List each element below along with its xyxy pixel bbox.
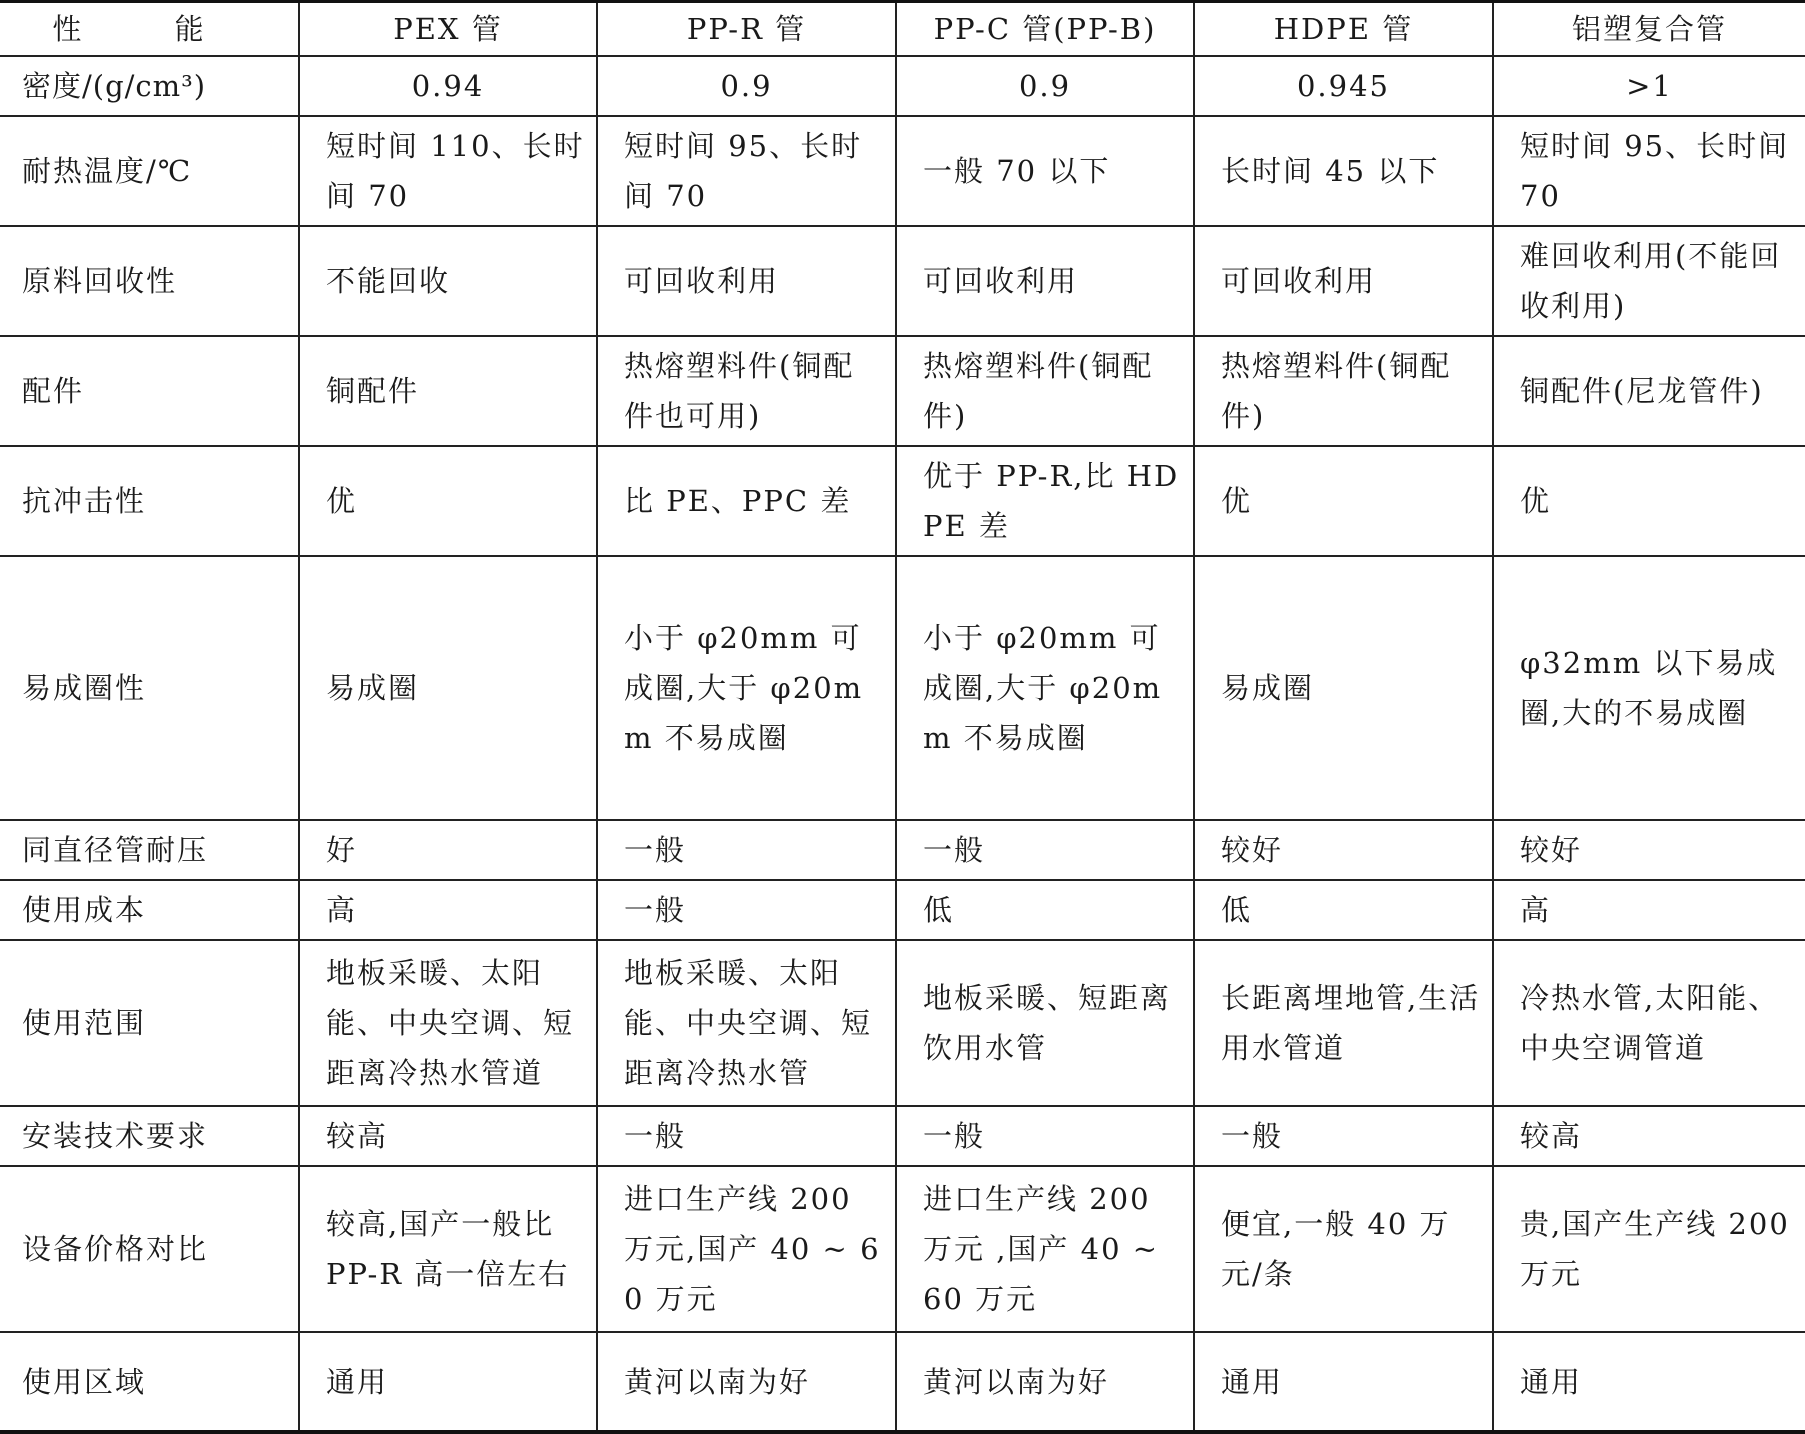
cell-ppr: 可回收利用 [597, 226, 896, 336]
cell-ppc: 地板采暖、短距离饮用水管 [896, 940, 1194, 1106]
cell-hdpe: 一般 [1194, 1106, 1493, 1166]
cell-pex: 较高 [299, 1106, 597, 1166]
cell-aluminum-plastic: 较高 [1493, 1106, 1805, 1166]
row-label: 配件 [0, 336, 299, 446]
cell-ppr: 一般 [597, 880, 896, 940]
cell-aluminum-plastic: 较好 [1493, 820, 1805, 880]
cell-ppr: 地板采暖、太阳能、中央空调、短距离冷热水管 [597, 940, 896, 1106]
cell-ppr: 进口生产线 200 万元,国产 40 ~ 60 万元 [597, 1166, 896, 1332]
cell-hdpe: 可回收利用 [1194, 226, 1493, 336]
cell-pex: 0.94 [299, 56, 597, 116]
header-hdpe: HDPE 管 [1194, 2, 1493, 57]
cell-ppc: 热熔塑料件(铜配件) [896, 336, 1194, 446]
table-row [0, 226, 1805, 336]
row-label: 使用成本 [0, 880, 299, 940]
cell-aluminum-plastic: >1 [1493, 56, 1805, 116]
cell-ppc: 0.9 [896, 56, 1194, 116]
row-label: 原料回收性 [0, 226, 299, 336]
cell-pex: 好 [299, 820, 597, 880]
cell-pex: 优 [299, 446, 597, 556]
table-row [0, 116, 1805, 226]
cell-ppc: 可回收利用 [896, 226, 1194, 336]
table-row [0, 1332, 1805, 1432]
cell-pex: 铜配件 [299, 336, 597, 446]
cell-aluminum-plastic: 冷热水管,太阳能、中央空调管道 [1493, 940, 1805, 1106]
cell-pex: 通用 [299, 1332, 597, 1432]
cell-aluminum-plastic: 铜配件(尼龙管件) [1493, 336, 1805, 446]
header-aluminum-plastic: 铝塑复合管 [1493, 2, 1805, 57]
table-row [0, 1166, 1805, 1332]
cell-ppc: 一般 [896, 1106, 1194, 1166]
cell-ppr: 黄河以南为好 [597, 1332, 896, 1432]
cell-ppr: 比 PE、PPC 差 [597, 446, 896, 556]
cell-ppc: 小于 φ20mm 可成圈,大于 φ20mm 不易成圈 [896, 556, 1194, 820]
table-row [0, 880, 1805, 940]
cell-ppc: 进口生产线 200 万元 ,国产 40 ~ 60 万元 [896, 1166, 1194, 1332]
cell-hdpe: 优 [1194, 446, 1493, 556]
table-row [0, 556, 1805, 820]
cell-pex: 较高,国产一般比 PP-R 高一倍左右 [299, 1166, 597, 1332]
header-pex: PEX 管 [299, 2, 597, 57]
cell-aluminum-plastic: 通用 [1493, 1332, 1805, 1432]
table-row [0, 820, 1805, 880]
table-row [0, 940, 1805, 1106]
table-row [0, 336, 1805, 446]
cell-hdpe: 0.945 [1194, 56, 1493, 116]
cell-aluminum-plastic: 难回收利用(不能回收利用) [1493, 226, 1805, 336]
cell-hdpe: 低 [1194, 880, 1493, 940]
row-label: 耐热温度/℃ [0, 116, 299, 226]
header-ppr: PP-R 管 [597, 2, 896, 57]
row-label: 安装技术要求 [0, 1106, 299, 1166]
cell-hdpe: 易成圈 [1194, 556, 1493, 820]
row-label: 设备价格对比 [0, 1166, 299, 1332]
cell-ppr: 小于 φ20mm 可成圈,大于 φ20mm 不易成圈 [597, 556, 896, 820]
cell-pex: 易成圈 [299, 556, 597, 820]
cell-pex: 短时间 110、长时间 70 [299, 116, 597, 226]
row-label: 使用区域 [0, 1332, 299, 1432]
row-label: 密度/(g/cm³) [0, 56, 299, 116]
cell-aluminum-plastic: 贵,国产生产线 200 万元 [1493, 1166, 1805, 1332]
cell-ppr: 0.9 [597, 56, 896, 116]
cell-ppc: 一般 70 以下 [896, 116, 1194, 226]
cell-hdpe: 长距离埋地管,生活用水管道 [1194, 940, 1493, 1106]
header-ppc: PP-C 管(PP-B) [896, 2, 1194, 57]
header-property: 性 能 [0, 2, 299, 57]
cell-ppr: 一般 [597, 1106, 896, 1166]
cell-ppr: 短时间 95、长时间 70 [597, 116, 896, 226]
table-row [0, 446, 1805, 556]
cell-ppr: 一般 [597, 820, 896, 880]
cell-hdpe: 便宜,一般 40 万元/条 [1194, 1166, 1493, 1332]
cell-aluminum-plastic: 短时间 95、长时间 70 [1493, 116, 1805, 226]
cell-aluminum-plastic: 优 [1493, 446, 1805, 556]
cell-pex: 地板采暖、太阳能、中央空调、短距离冷热水管道 [299, 940, 597, 1106]
cell-ppc: 黄河以南为好 [896, 1332, 1194, 1432]
row-label: 使用范围 [0, 940, 299, 1106]
cell-hdpe: 热熔塑料件(铜配件) [1194, 336, 1493, 446]
table-row [0, 56, 1805, 116]
cell-ppc: 低 [896, 880, 1194, 940]
cell-ppr: 热熔塑料件(铜配件也可用) [597, 336, 896, 446]
cell-pex: 高 [299, 880, 597, 940]
cell-ppc: 优于 PP-R,比 HDPE 差 [896, 446, 1194, 556]
row-label: 易成圈性 [0, 556, 299, 820]
cell-aluminum-plastic: φ32mm 以下易成圈,大的不易成圈 [1493, 556, 1805, 820]
header-row [0, 2, 1805, 57]
cell-pex: 不能回收 [299, 226, 597, 336]
cell-hdpe: 长时间 45 以下 [1194, 116, 1493, 226]
cell-aluminum-plastic: 高 [1493, 880, 1805, 940]
cell-ppc: 一般 [896, 820, 1194, 880]
row-label: 抗冲击性 [0, 446, 299, 556]
cell-hdpe: 通用 [1194, 1332, 1493, 1432]
row-label: 同直径管耐压 [0, 820, 299, 880]
cell-hdpe: 较好 [1194, 820, 1493, 880]
table-row [0, 1106, 1805, 1166]
